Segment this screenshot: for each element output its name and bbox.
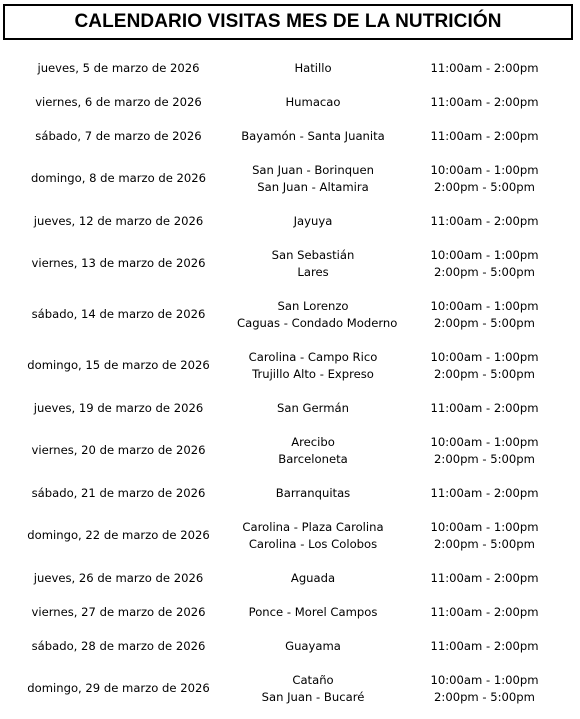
schedule-row — [0, 663, 580, 714]
visit-times — [389, 485, 580, 502]
visit-date: domingo, 8 de marzo de 2026 — [30, 171, 207, 185]
visit-locations — [237, 128, 389, 145]
visit-date: viernes, 27 de marzo de 2026 — [31, 604, 206, 619]
visit-locations — [237, 519, 389, 553]
visit-time: 10:00am - 1:00pm — [430, 672, 539, 687]
schedule-row — [0, 85, 580, 119]
visit-locations — [237, 485, 389, 502]
visit-locations — [237, 672, 389, 706]
visit-time: 2:00pm - 5:00pm — [434, 264, 535, 279]
visit-location: Caguas - Condado Moderno — [237, 315, 398, 330]
schedule-row — [0, 340, 580, 391]
page-title: CALENDARIO VISITAS MES DE LA NUTRICIÓN — [3, 4, 573, 40]
visit-times — [389, 247, 580, 281]
visit-schedule — [0, 51, 580, 714]
visit-time: 10:00am - 1:00pm — [430, 349, 539, 364]
visit-times — [389, 162, 580, 196]
schedule-row — [0, 153, 580, 204]
visit-locations — [237, 298, 398, 332]
visit-date: viernes, 6 de marzo de 2026 — [35, 94, 202, 109]
visit-time: 11:00am - 2:00pm — [430, 94, 539, 109]
visit-date: jueves, 19 de marzo de 2026 — [33, 400, 204, 415]
visit-locations — [237, 434, 389, 468]
visit-date: jueves, 5 de marzo de 2026 — [37, 60, 200, 75]
visit-date: domingo, 29 de marzo de 2026 — [27, 681, 210, 695]
visit-location: Humacao — [285, 94, 341, 109]
visit-location: Guayama — [285, 638, 341, 653]
visit-location: Cataño — [292, 672, 334, 687]
visit-location: Carolina - Plaza Carolina — [242, 519, 384, 534]
visit-date: sábado, 14 de marzo de 2026 — [31, 307, 206, 321]
visit-time: 10:00am - 1:00pm — [430, 519, 539, 534]
visit-location: Arecibo — [291, 434, 335, 449]
visit-time: 10:00am - 1:00pm — [430, 298, 539, 313]
visit-time: 11:00am - 2:00pm — [430, 400, 539, 415]
visit-locations — [237, 570, 389, 587]
visit-time: 11:00am - 2:00pm — [430, 638, 539, 653]
visit-time: 11:00am - 2:00pm — [430, 60, 539, 75]
visit-date: jueves, 12 de marzo de 2026 — [33, 213, 204, 228]
visit-date: sábado, 28 de marzo de 2026 — [31, 638, 206, 653]
visit-locations — [237, 247, 389, 281]
visit-date: domingo, 22 de marzo de 2026 — [27, 528, 210, 542]
visit-times — [389, 400, 580, 417]
schedule-row — [0, 204, 580, 238]
visit-location: San Juan - Bucaré — [261, 689, 365, 704]
visit-times — [389, 638, 580, 655]
visit-location: Trujillo Alto - Expreso — [252, 366, 374, 381]
visit-date: domingo, 15 de marzo de 2026 — [27, 358, 210, 372]
schedule-row — [0, 238, 580, 289]
visit-location: Lares — [297, 264, 329, 279]
visit-date: viernes, 20 de marzo de 2026 — [31, 443, 206, 457]
visit-times — [389, 434, 580, 468]
visit-location: San Lorenzo — [277, 298, 349, 313]
visit-location: Aguada — [290, 570, 336, 585]
visit-time: 2:00pm - 5:00pm — [434, 451, 535, 466]
visit-times — [389, 213, 580, 230]
visit-location: Carolina - Campo Rico — [248, 349, 378, 364]
visit-times — [389, 519, 580, 553]
visit-locations — [237, 400, 389, 417]
visit-locations — [237, 213, 389, 230]
visit-location: San Juan - Borinquen — [252, 162, 374, 177]
visit-time: 2:00pm - 5:00pm — [434, 689, 535, 704]
schedule-row — [0, 425, 580, 476]
visit-times — [389, 298, 580, 332]
visit-time: 2:00pm - 5:00pm — [434, 366, 535, 381]
schedule-row — [0, 561, 580, 595]
visit-location: Hatillo — [294, 60, 332, 75]
schedule-row — [0, 51, 580, 85]
visit-time: 2:00pm - 5:00pm — [434, 315, 535, 330]
visit-location: Barranquitas — [275, 485, 351, 500]
visit-time: 11:00am - 2:00pm — [430, 128, 539, 143]
visit-time: 11:00am - 2:00pm — [430, 570, 539, 585]
schedule-row — [0, 391, 580, 425]
visit-location: Ponce - Morel Campos — [248, 604, 378, 619]
schedule-row — [0, 629, 580, 663]
visit-times — [389, 672, 580, 706]
schedule-row — [0, 510, 580, 561]
schedule-row — [0, 476, 580, 510]
visit-location: Carolina - Los Colobos — [248, 536, 378, 551]
visit-locations — [237, 162, 389, 196]
visit-location: Barceloneta — [278, 451, 348, 466]
visit-location: San Sebastián — [271, 247, 355, 262]
schedule-row — [0, 119, 580, 153]
visit-time: 11:00am - 2:00pm — [430, 604, 539, 619]
schedule-row — [0, 289, 580, 340]
visit-times — [389, 94, 580, 111]
visit-time: 10:00am - 1:00pm — [430, 247, 539, 262]
visit-times — [389, 604, 580, 621]
visit-locations — [237, 638, 389, 655]
visit-date: sábado, 7 de marzo de 2026 — [35, 128, 202, 143]
visit-location: San Germán — [277, 400, 349, 415]
schedule-row — [0, 595, 580, 629]
visit-locations — [237, 604, 389, 621]
visit-times — [389, 128, 580, 145]
visit-time: 10:00am - 1:00pm — [430, 162, 539, 177]
visit-times — [389, 60, 580, 77]
visit-date: jueves, 26 de marzo de 2026 — [33, 570, 204, 585]
visit-location: Jayuya — [293, 213, 333, 228]
visit-time: 11:00am - 2:00pm — [430, 485, 539, 500]
visit-time: 10:00am - 1:00pm — [430, 434, 539, 449]
visit-locations — [237, 349, 389, 383]
visit-time: 2:00pm - 5:00pm — [434, 179, 535, 194]
visit-times — [389, 570, 580, 587]
visit-date: viernes, 13 de marzo de 2026 — [31, 256, 206, 270]
visit-time: 11:00am - 2:00pm — [430, 213, 539, 228]
visit-date: sábado, 21 de marzo de 2026 — [31, 485, 206, 500]
visit-time: 2:00pm - 5:00pm — [434, 536, 535, 551]
visit-locations — [237, 60, 389, 77]
visit-locations — [237, 94, 389, 111]
visit-location: San Juan - Altamira — [257, 179, 369, 194]
visit-location: Bayamón - Santa Juanita — [241, 128, 385, 143]
visit-times — [389, 349, 580, 383]
